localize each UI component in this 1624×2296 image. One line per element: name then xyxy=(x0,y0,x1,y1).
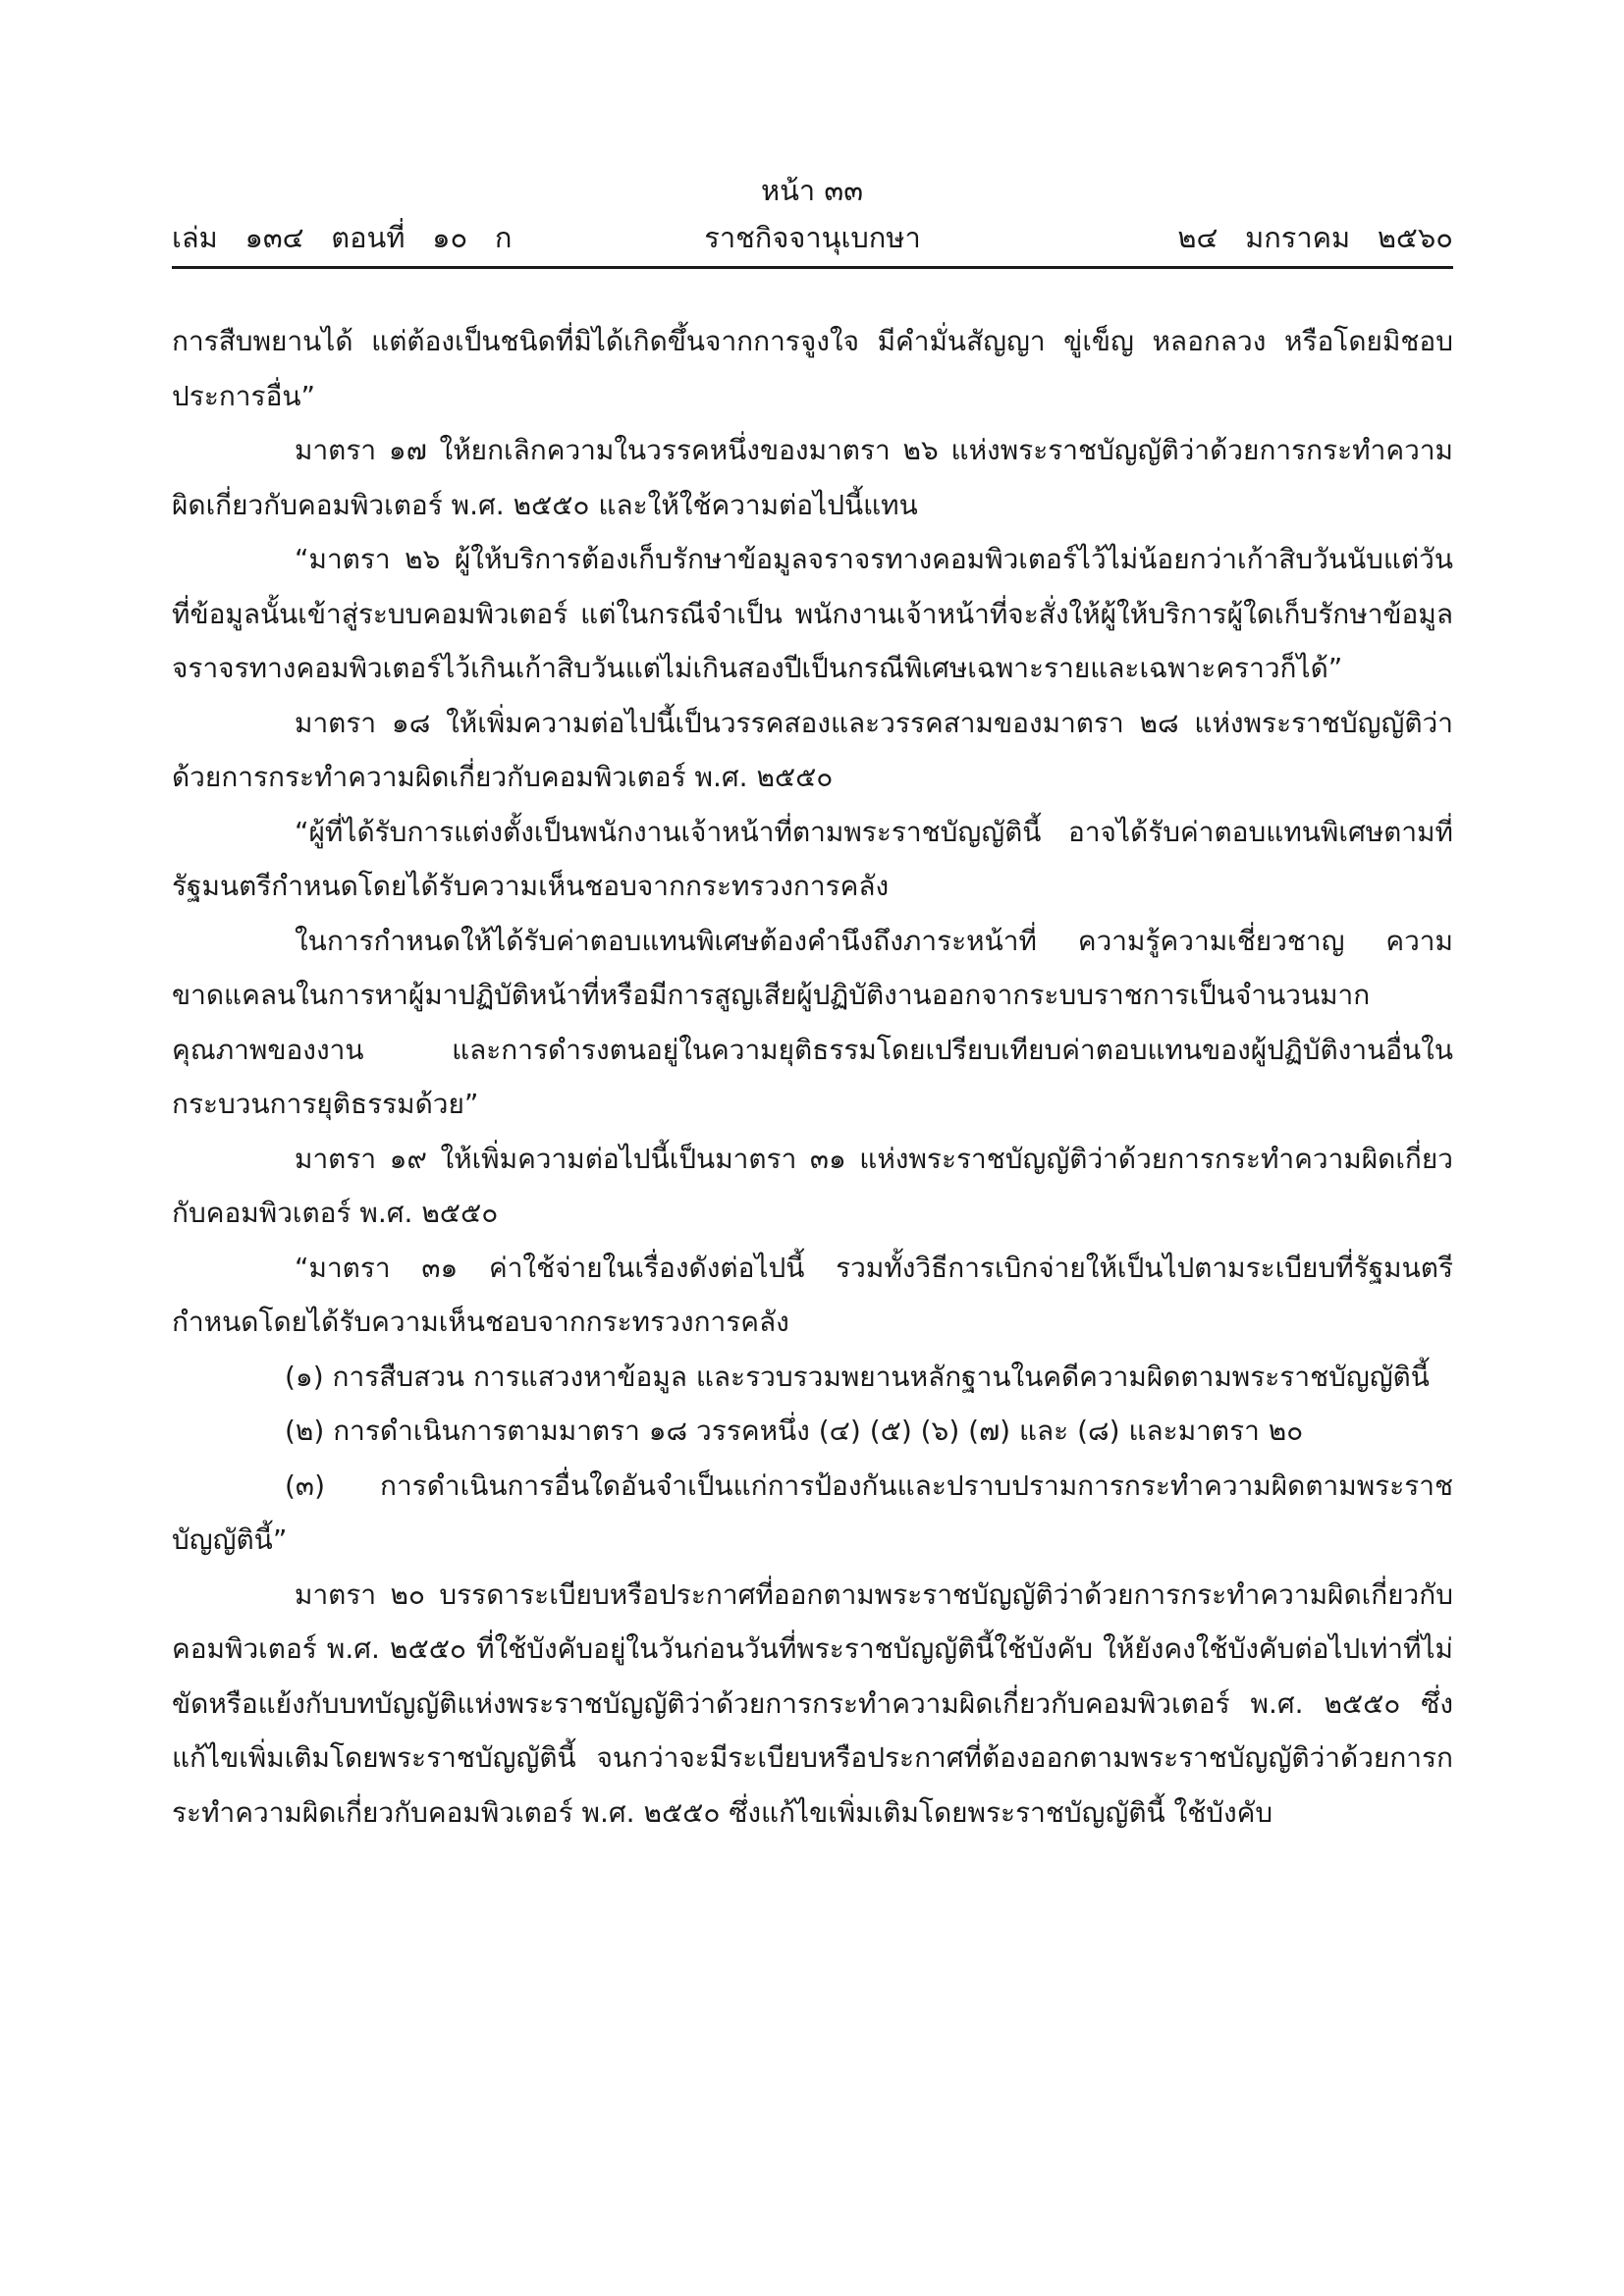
page-number: หน้า ๓๓ xyxy=(760,174,864,207)
publication-date: ๒๔ มกราคม ๒๕๖๐ xyxy=(1177,221,1453,254)
header-divider xyxy=(172,266,1453,269)
list-item-1: (๑) การสืบสวน การแสวงหาข้อมูล และรวบรวมพยานหลักฐานในคดีความผิดตามพระราชบัญญัตินี้ xyxy=(285,1360,1430,1393)
running-header xyxy=(172,218,1453,257)
section-31-text: “มาตรา ๓๑ ค่าใช้จ่ายในเรื่องดังต่อไปนี้ รวมทั้งวิธีการเบิกจ่ายให้เป็นไปตามระเบียบที่รัฐมนตรีกำหนดโดยได้รับความเห็นชอบจากกระทรวงการคลัง xyxy=(172,1251,1453,1338)
section-19: มาตรา ๑๙ ให้เพิ่มความต่อไปนี้เป็นมาตรา ๓๑ แห่งพระราชบัญญัติว่าด้วยการกระทำความผิดเกี่ยวกับคอมพิวเตอร์ พ.ศ. ๒๕๕๐ xyxy=(172,1142,1453,1229)
section-17: มาตรา ๑๗ ให้ยกเลิกความในวรรคหนึ่งของมาตรา ๒๖ แห่งพระราชบัญญัติว่าด้วยการกระทำความผิดเกี่ยวกับคอมพิวเตอร์ พ.ศ. ๒๕๕๐ และให้ใช้ความต่อไปนี้แทน xyxy=(172,434,1453,521)
section-26-text: “มาตรา ๒๖ ผู้ให้บริการต้องเก็บรักษาข้อมูลจราจรทางคอมพิวเตอร์ไว้ไม่น้อยกว่าเก้าสิบวันนับแต่วันที่ข้อมูลนั้นเข้าสู่ระบบคอมพิวเตอร์ แต่ในกรณีจำเป็น พนักงานเจ้าหน้าที่จะสั่งให้ผู้ให้บริการผู้ใดเก็บรักษาข้อมูลจราจรทางคอมพิวเตอร์ไว้เกินเก้าสิบวันแต่ไม่เกินสองปีเป็นกรณีพิเศษเฉพาะรายและเฉพาะคราวก็ได้” xyxy=(172,543,1453,684)
section-28-para-3: ในการกำหนดให้ได้รับค่าตอบแทนพิเศษต้องคำนึงถึงภาระหน้าที่ ความรู้ความเชี่ยวชาญ ความขาดแคลนในการหาผู้มาปฏิบัติหน้าที่หรือมีการสูญเสียผู้ปฏิบัติงานออกจากระบบราชการเป็นจำนวนมาก คุณภาพของงาน และการดำรงตนอยู่ในความยุติธรรมโดยเปรียบเทียบค่าตอบแทนของผู้ปฏิบัติงานอื่นในกระบวนการยุติธรรมด้วย” xyxy=(172,924,1453,1120)
section-18: มาตรา ๑๘ ให้เพิ่มความต่อไปนี้เป็นวรรคสองและวรรคสามของมาตรา ๒๘ แห่งพระราชบัญญัติว่าด้วยการกระทำความผิดเกี่ยวกับคอมพิวเตอร์ พ.ศ. ๒๕๕๐ xyxy=(172,706,1453,793)
list-item-3: (๓) การดำเนินการอื่นใดอันจำเป็นแก่การป้องกันและปราบปรามการกระทำความผิดตามพระราชบัญญัตินี้” xyxy=(172,1468,1453,1556)
list-item-2: (๒) การดำเนินการตามมาตรา ๑๘ วรรคหนึ่ง (๔) (๕) (๖) (๗) และ (๘) และมาตรา ๒๐ xyxy=(285,1415,1304,1447)
section-20: มาตรา ๒๐ บรรดาระเบียบหรือประกาศที่ออกตามพระราชบัญญัติว่าด้วยการกระทำความผิดเกี่ยวกับคอมพิวเตอร์ พ.ศ. ๒๕๕๐ ที่ใช้บังคับอยู่ในวันก่อนวันที่พระราชบัญญัตินี้ใช้บังคับ ให้ยังคงใช้บังคับต่อไปเท่าที่ไม่ขัดหรือแย้งกับบทบัญญัติแห่งพระราชบัญญัติว่าด้วยการกระทำความผิดเกี่ยวกับคอมพิวเตอร์ พ.ศ. ๒๕๕๐ ซึ่งแก้ไขเพิ่มเติมโดยพระราชบัญญัตินี้ จนกว่าจะมีระเบียบหรือประกาศที่ต้องออกตามพระราชบัญญัติว่าด้วยการกระทำความผิดเกี่ยวกับคอมพิวเตอร์ พ.ศ. ๒๕๕๐ ซึ่งแก้ไขเพิ่มเติมโดยพระราชบัญญัตินี้ ใช้บังคับ xyxy=(172,1577,1453,1829)
document-body xyxy=(172,314,1453,1840)
section-28-para-2: “ผู้ที่ได้รับการแต่งตั้งเป็นพนักงานเจ้าหน้าที่ตามพระราชบัญญัตินี้ อาจได้รับค่าตอบแทนพิเศษตามที่รัฐมนตรีกำหนดโดยได้รับความเห็นชอบจากกระทรวงการคลัง xyxy=(172,815,1453,902)
volume-issue: เล่ม ๑๓๔ ตอนที่ ๑๐ ก xyxy=(172,221,513,254)
gazette-title: ราชกิจจานุเบกษา xyxy=(704,221,921,254)
paragraph-continuation: การสืบพยานได้ แต่ต้องเป็นชนิดที่มิได้เกิดขึ้นจากการจูงใจ มีคำมั่นสัญญา ขู่เข็ญ หลอกลวง หรือโดยมิชอบประการอื่น” xyxy=(172,325,1453,412)
